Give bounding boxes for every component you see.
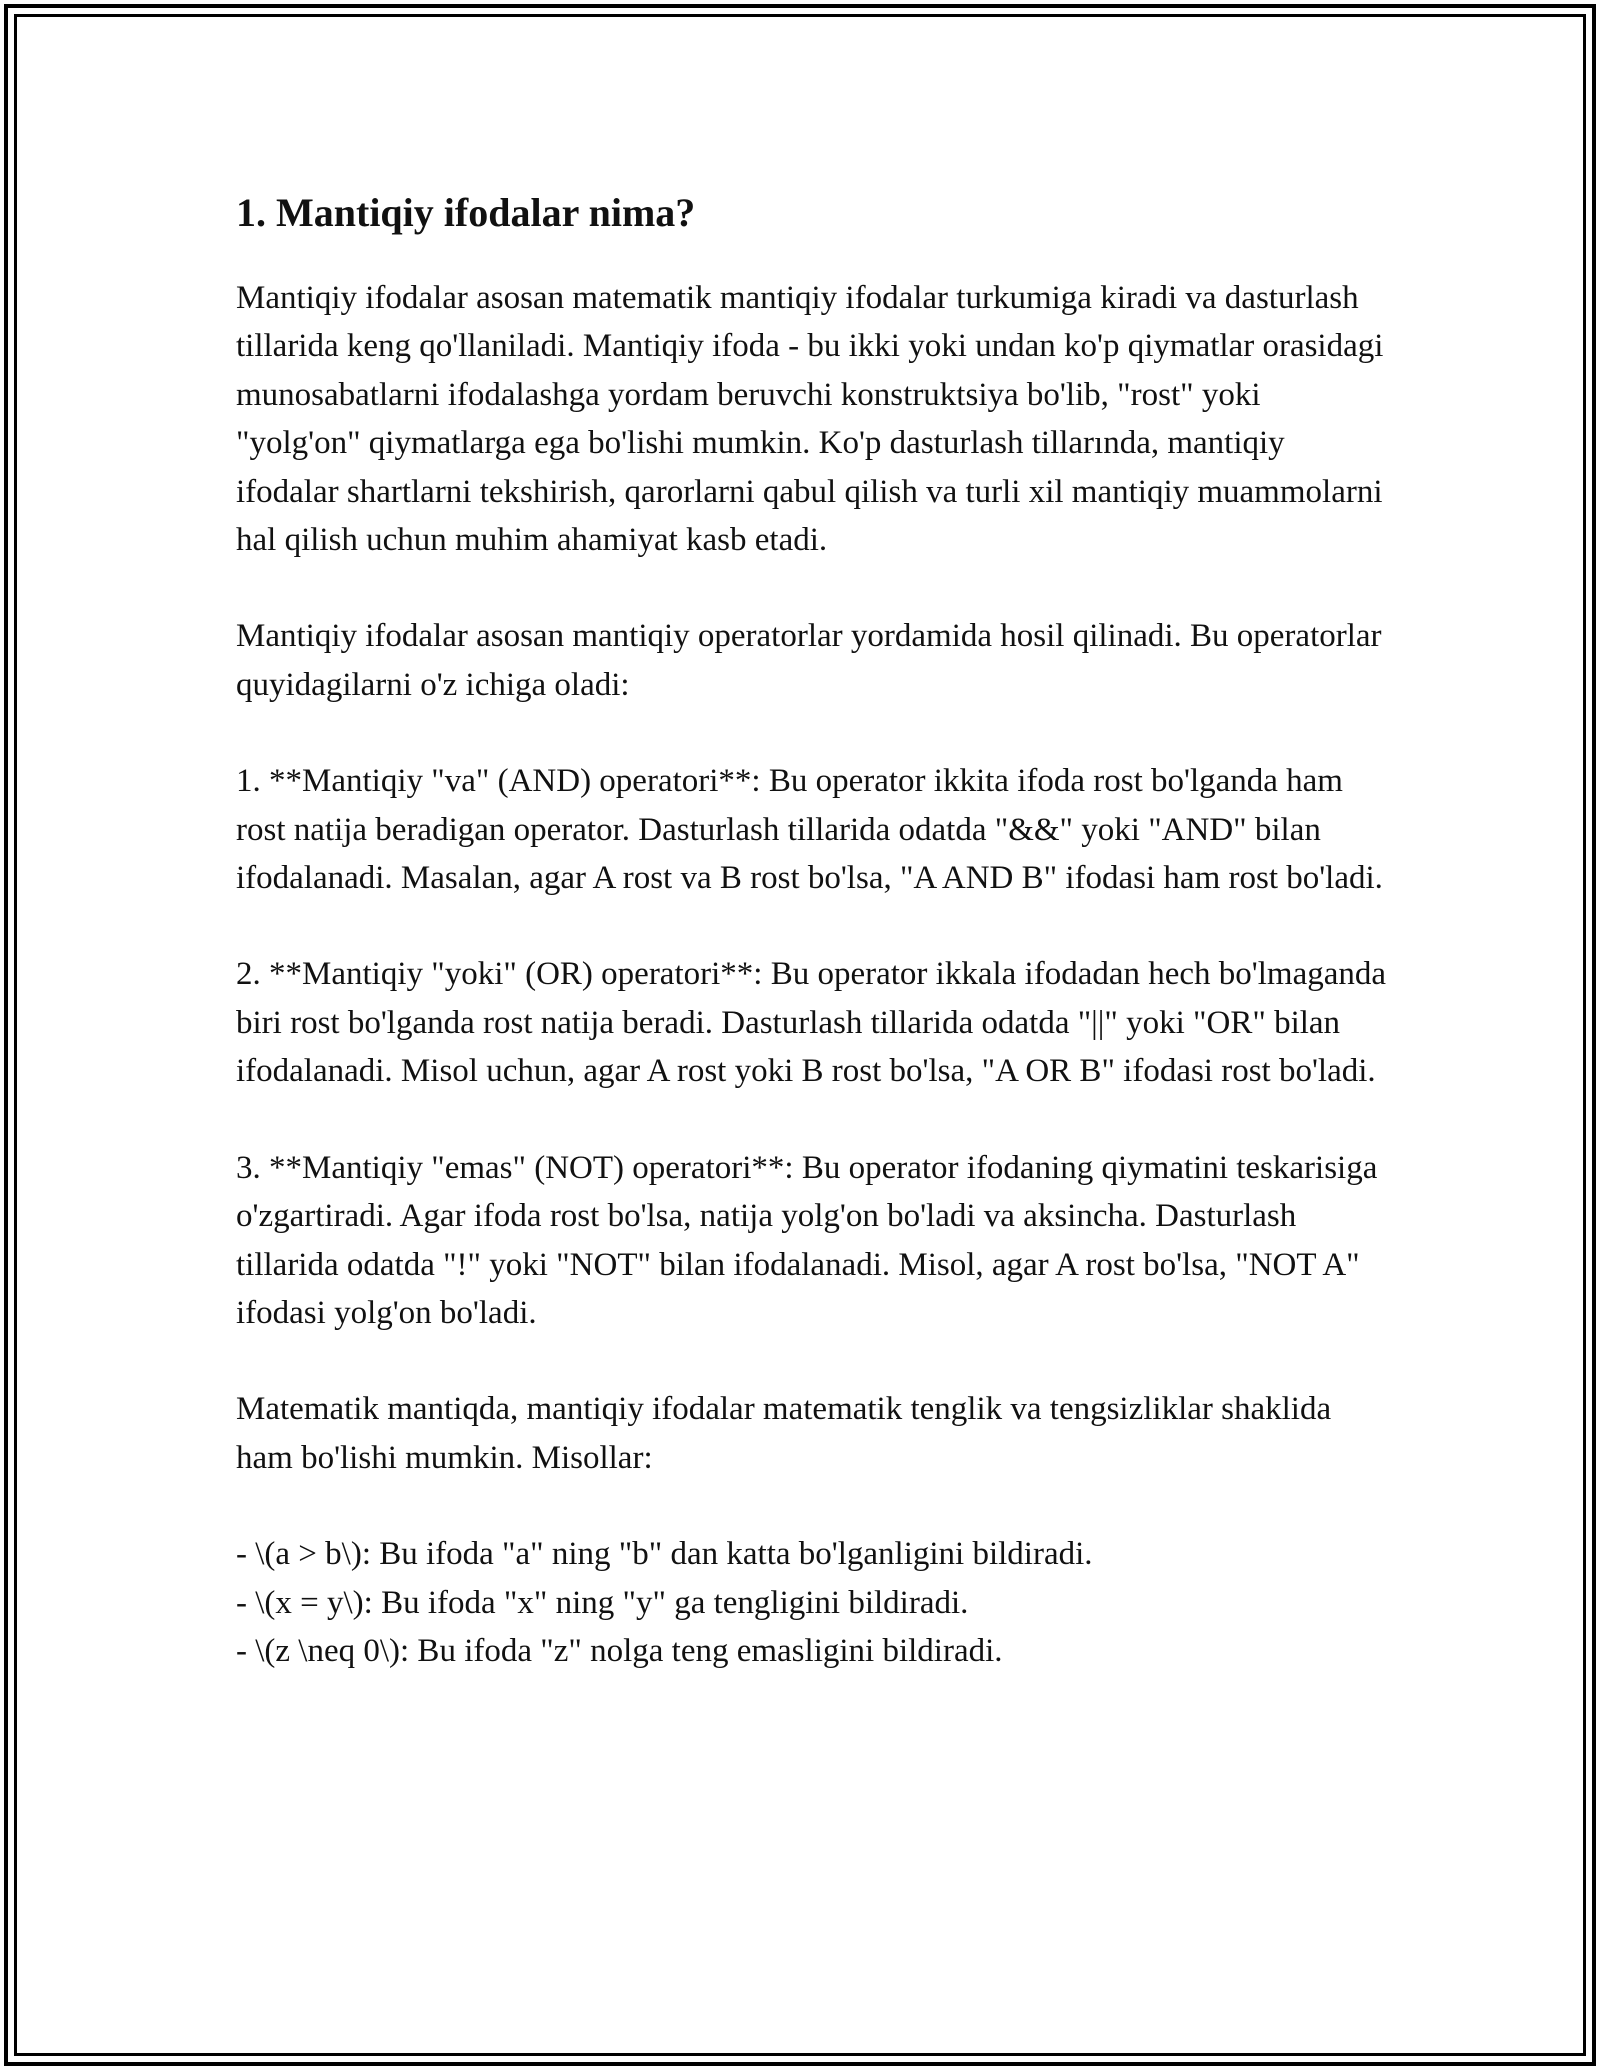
and-operator-paragraph: 1. **Mantiqiy "va" (AND) operatori**: Bu operator ikkita ifoda rost bo'lganda ham rost natija beradigan operator. Dasturlash tillarida odatda "&&" yoki "AND" bilan ifodalanadi. Masalan, agar A rost va B rost bo'lsa, "A AND B" ifodasi ham rost bo'ladi. (236, 763, 1383, 897)
intro-paragraph: Mantiqiy ifodalar asosan matematik mantiqiy ifodalar turkumiga kiradi va dasturlash tillarida keng qo'llaniladi. Mantiqiy ifoda - bu ikki yoki undan ko'p qiymatlar orasidagi munosabatlarni ifodalashga yordam beruvchi konstruktsiya bo'lib, "rost" yoki "yolg'on" qiymatlarga ega bo'lishi mumkin. Ko'p dasturlash tillarında, mantiqiy ifodalar shartlarni tekshirish, qarorlarni qabul qilish va turli xil mantiqiy muammolarni hal qilish uchun muhim ahamiyat kasb etadi. (236, 280, 1384, 559)
math-logic-paragraph: Matematik mantiqda, mantiqiy ifodalar matematik tenglik va tengsizliklar shaklida ham bo'lishi mumkin. Misollar: (236, 1391, 1332, 1476)
examples-list (236, 1530, 1386, 1675)
list-item: - \(z \neq 0\): Bu ifoda "z" nolga teng emasligini bildiradi. (236, 1632, 1003, 1669)
list-item: - \(a > b\): Bu ifoda "a" ning "b" dan katta bo'lganligini bildiradi. (236, 1536, 1093, 1573)
list-item: - \(x = y\): Bu ifoda "x" ning "y" ga tengligini bildiradi. (236, 1584, 969, 1621)
or-operator-paragraph: 2. **Mantiqiy "yoki" (OR) operatori**: Bu operator ikkala ifodadan hech bo'lmaganda biri rost bo'lganda rost natija beradi. Dasturlash tillarida odatda "||" yoki "OR" bilan ifodalanadi. Misol uchun, agar A rost yoki B rost bo'lsa, "A OR B" ifodasi rost bo'ladi. (236, 956, 1387, 1090)
section-title: 1. Mantiqiy ifodalar nima? (236, 190, 696, 235)
document-body (236, 180, 1386, 1675)
not-operator-paragraph: 3. **Mantiqiy "emas" (NOT) operatori**: Bu operator ifodaning qiymatini teskarisiga o'zgartiradi. Agar ifoda rost bo'lsa, natija yolg'on bo'ladi va aksincha. Dasturlash tillarida odatda "!" yoki "NOT" bilan ifodalanadi. Misol, agar A rost bo'lsa, "NOT A" ifodasi yolg'on bo'ladi. (236, 1149, 1378, 1331)
operators-intro-paragraph: Mantiqiy ifodalar asosan mantiqiy operatorlar yordamida hosil qilinadi. Bu operatorlar quyidagilarni o'z ichiga oladi: (236, 618, 1382, 703)
